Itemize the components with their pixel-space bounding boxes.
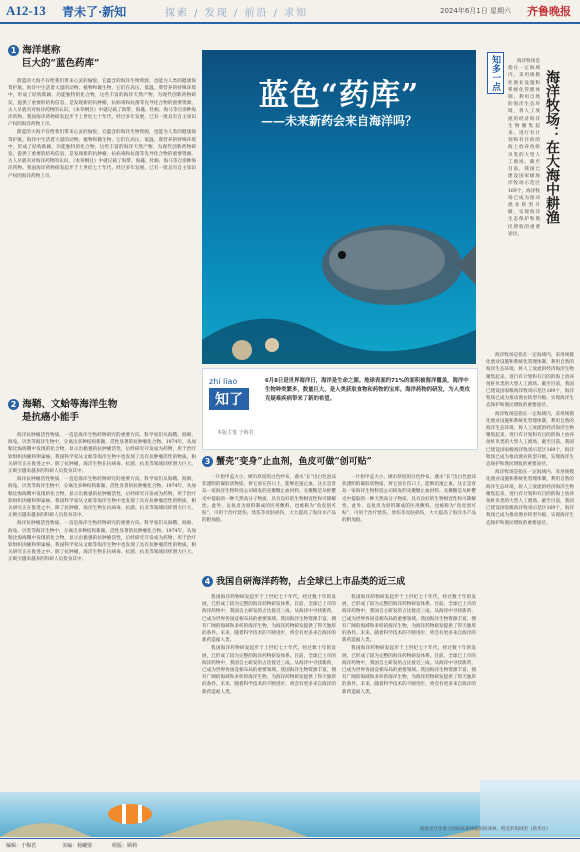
- section3-title: 蟹壳“变身”止血剂，鱼皮可做“创可贴”: [216, 457, 372, 467]
- section2-paragraph-cont2: 海洋抗肿瘤活性物质，一直是海洋生物药物研究的重要方向。科学家们从海鞘、海绵、海兔、贝类等海洋生物中，分离出多种结构新颖、活性显著的抗肿瘤化合物。1974年，从加勒比海海鞘中发现的化合物，显示出极强的抗肿瘤活性，后经研究开发成为药物，用于治疗软组织肉瘤和卵巢癌。我国科学家从文蛤等海洋生物中也发现了具有抗肿瘤活性的物质，相关研究正在推进之中。除了抗肿瘤，海洋生物在抗病毒、抗菌、抗炎等领域同样潜力巨大，正吸引越来越多的科研人员投身其中。: [8, 521, 196, 563]
- section3-paragraph-left: 一片指甲盖大小、硬币厚度的白色纱布，遇水“长”出白色泡沫状透明的凝胶状物质，将它放在伤口上，能够迅速止血。这正是青岛一家海洋生物科技公司研发的壳聚糖止血材料。壳聚糖是从虾蟹壳中提取的一种天然高分子物质，具有良好的生物相容性和可降解性。此外，以鱼皮为原料制成的医用敷料，也被称为“鱼皮创可贴”，可用于治疗烧伤、烫伤等皮肤损伤，大大提高了海洋水产品的附加值。: [202, 475, 336, 524]
- zhiliao-box: [202, 368, 478, 450]
- sidebar-paragraph-2: 海洋牧场是指在一定海域内，采用规模化渔业设施和系统化管理体制，利用自然的海洋生态环境，将人工放流的经济海洋生物聚集起来，进行有计划和有目的的海上放养鱼虾贝类的大型人工渔场。截至目前，我国已建设国家级海洋牧场示范区169个，海洋牧场已成为推动渔业转型升级、实现海洋生态保护和渔民增收的重要途径。: [486, 353, 574, 409]
- section4-paragraph-right-cont: 我国海洋药物研发起步于上世纪七十年代，经过数十年的发展，已形成了较为完整的海洋药物研发体系。目前，全球已上市的海洋药物中，我国自主研发的占比接近三成。从海洋中寻找新药，已成为世界各国竞相布局的重要领域。我国海洋生物资源丰富，拥有广阔的海域和多样的海洋生物，为海洋药物研发提供了得天独厚的条件。未来，随着科学技术的不断进步，将会有更多来自海洋的新药造福人类。: [342, 646, 476, 695]
- section3-body-left: [202, 474, 336, 570]
- page-footer: [0, 838, 580, 852]
- section4-heading: [202, 576, 405, 589]
- footer-design: 美编：杨曦璧: [62, 843, 93, 849]
- photo-caption: 海底里还住着大的海底森林般的海葵林，附近的海域里（新华社）: [420, 827, 551, 832]
- section4-body-right: [342, 594, 476, 790]
- newspaper-logo: 齐鲁晚报: [527, 5, 571, 18]
- section3-heading: [202, 456, 372, 469]
- coral-reef-photo: [0, 792, 480, 837]
- section2-paragraph-cont: 海洋抗肿瘤活性物质，一直是海洋生物药物研究的重要方向。科学家们从海鞘、海绵、海兔、贝类等海洋生物中，分离出多种结构新颖、活性显著的抗肿瘤化合物。1974年，从加勒比海海鞘中发现的化合物，显示出极强的抗肿瘤活性，后经研究开发成为药物，用于治疗软组织肉瘤和卵巢癌。我国科学家从文蛤等海洋生物中也发现了具有抗肿瘤活性的物质，相关研究正在推进之中。除了抗肿瘤，海洋生物在抗病毒、抗菌、抗炎等领域同样潜力巨大，正吸引越来越多的科研人员投身其中。: [8, 477, 196, 519]
- section2-paragraph: 海洋抗肿瘤活性物质，一直是海洋生物药物研究的重要方向。科学家们从海鞘、海绵、海兔、贝类等海洋生物中，分离出多种结构新颖、活性显著的抗肿瘤化合物。1974年，从加勒比海海鞘中发现的化合物，显示出极强的抗肿瘤活性，后经研究开发成为药物，用于治疗软组织肉瘤和卵巢癌。我国科学家从文蛤等海洋生物中也发现了具有抗肿瘤活性的物质，相关研究正在推进之中。除了抗肿瘤，海洋生物在抗病毒、抗菌、抗炎等领域同样潜力巨大，正吸引越来越多的科研人员投身其中。: [8, 433, 196, 475]
- sidebar-tag: 知多一点: [487, 52, 504, 94]
- section1-paragraph-cont: 蔚蓝的大海不仅给我们带来心灵的愉悦，它蕴含的海洋生物资源，也能为人类的健康保驾护航。海洋中生活着大量的动物、植物和微生物，它们在高压、低温、寡营养的特殊环境中，形成了结构新颖、功能独特的化合物，这些丰富的海洋天然产物，为现代创新药物研发，提供了重要的结构信息，是发现新的抗肿瘤、抗病毒和抗菌等先导化合物的重要资源。古人早就有对海洋药物的认识，《本草纲目》中就记载了海带、海藻、牡蛎、海马等百余种海洋药物。我国海洋药物研发起步于上世纪七十年代，经过多年发展，已有一批具有自主知识产权的海洋药物上市。: [8, 130, 196, 179]
- section1-body: [8, 78, 196, 378]
- sidebar-body: [486, 352, 574, 772]
- section1-number: 1: [8, 45, 19, 56]
- section2-body: [8, 432, 196, 788]
- section4-title: 我国自研海洋药物，占全球已上市品类的近三成: [216, 577, 406, 587]
- section-name: 青未了·新知: [62, 5, 127, 19]
- section2-number: 2: [8, 399, 19, 410]
- zhiliao-text: 6月8日是世界海洋日，海洋是生命之源。地球表面约71%的面积被海洋覆盖，海洋中生物种类繁多，数量巨大，是人类获取食物和药物的宝库。海洋药物的研发，为人类攻克疑难疾病带来了新的希望。: [265, 378, 470, 402]
- section3-number: 3: [202, 456, 213, 467]
- section1-title-line2: 巨大的“蓝色药库”: [22, 58, 100, 69]
- zhiliao-badge: [209, 377, 259, 417]
- section1-title-line1: 海洋堪称: [22, 45, 61, 56]
- section2-heading: [8, 398, 117, 424]
- section1-heading: [8, 44, 99, 70]
- issue-date: 2024年6月1日 星期六: [440, 7, 511, 15]
- photo-title: 蓝色“药库”: [258, 78, 420, 113]
- sidebar-title: 海洋牧场：在大海中耕渔: [544, 70, 560, 224]
- page-number: A12-13: [6, 3, 46, 18]
- zhiliao-pinyin: zhi liao: [209, 377, 238, 386]
- zhiliao-byline: 本版主笔 于梅君: [217, 430, 254, 436]
- section4-paragraph-right: 我国海洋药物研发起步于上世纪七十年代，经过数十年的发展，已形成了较为完整的海洋药物研发体系。目前，全球已上市的海洋药物中，我国自主研发的占比接近三成。从海洋中寻找新药，已成为世界各国竞相布局的重要领域。我国海洋生物资源丰富，拥有广阔的海域和多样的海洋生物，为海洋药物研发提供了得天独厚的条件。未来，随着科学技术的不断进步，将会有更多来自海洋的新药造福人类。: [342, 595, 476, 644]
- section4-body-left: [202, 594, 336, 790]
- section4-paragraph-left: 我国海洋药物研发起步于上世纪七十年代，经过数十年的发展，已形成了较为完整的海洋药物研发体系。目前，全球已上市的海洋药物中，我国自主研发的占比接近三成。从海洋中寻找新药，已成为世界各国竞相布局的重要领域。我国海洋生物资源丰富，拥有广阔的海域和多样的海洋生物，为海洋药物研发提供了得天独厚的条件。未来，随着科学技术的不断进步，将会有更多来自海洋的新药造福人类。: [202, 595, 336, 644]
- sidebar-body-narrow: [508, 58, 540, 350]
- sidebar-paragraph-1: 海洋牧场是指在一定海域内，采用规模化渔业设施和系统化管理体制，利用自然的海洋生态环境，将人工放流的经济海洋生物聚集起来，进行有计划和有目的的海上放养鱼虾贝类的大型人工渔场。截至目前，我国已建设国家级海洋牧场示范区169个，海洋牧场已成为推动渔业转型升级、实现海洋生态保护和渔民增收的重要途径。: [508, 59, 540, 237]
- clownfish-illustration: [0, 792, 480, 837]
- photo-subtitle: ——未来新药会来自海洋吗？: [260, 114, 417, 128]
- section3-body-right: [342, 474, 476, 570]
- section2-title-line2: 是抗癌小能手: [22, 412, 80, 423]
- section4-paragraph-left-cont: 我国海洋药物研发起步于上世纪七十年代，经过数十年的发展，已形成了较为完整的海洋药物研发体系。目前，全球已上市的海洋药物中，我国自主研发的占比接近三成。从海洋中寻找新药，已成为世界各国竞相布局的重要领域。我国海洋生物资源丰富，拥有广阔的海域和多样的海洋生物，为海洋药物研发提供了得天独厚的条件。未来，随着科学技术的不断进步，将会有更多来自海洋的新药造福人类。: [202, 646, 336, 695]
- section-tags: 探索 / 发现 / 前沿 / 求知: [165, 8, 309, 19]
- hero-photo: [202, 50, 476, 364]
- section2-title-line1: 海鞘、文蛤等海洋生物: [22, 399, 118, 410]
- section3-paragraph-right: 一片指甲盖大小、硬币厚度的白色纱布，遇水“长”出白色泡沫状透明的凝胶状物质，将它放在伤口上，能够迅速止血。这正是青岛一家海洋生物科技公司研发的壳聚糖止血材料。壳聚糖是从虾蟹壳中提取的一种天然高分子物质，具有良好的生物相容性和可降解性。此外，以鱼皮为原料制成的医用敷料，也被称为“鱼皮创可贴”，可用于治疗烧伤、烫伤等皮肤损伤，大大提高了海洋水产品的附加值。: [342, 475, 476, 524]
- page-header: [0, 0, 580, 24]
- zhiliao-label: 知了: [209, 388, 249, 410]
- section4-number: 4: [202, 576, 213, 587]
- footer-proof: 组版：顾莉: [112, 843, 138, 849]
- footer-editor: 编辑：于梅君: [6, 843, 37, 849]
- sidebar-paragraph-3: 海洋牧场是指在一定海域内，采用规模化渔业设施和系统化管理体制，利用自然的海洋生态环境，将人工放流的经济海洋生物聚集起来，进行有计划和有目的的海上放养鱼虾贝类的大型人工渔场。截至目前，我国已建设国家级海洋牧场示范区169个，海洋牧场已成为推动渔业转型升级、实现海洋生态保护和渔民增收的重要途径。: [486, 411, 574, 468]
- section1-paragraph: 蔚蓝的大海不仅给我们带来心灵的愉悦，它蕴含的海洋生物资源，也能为人类的健康保驾护航。海洋中生活着大量的动物、植物和微生物，它们在高压、低温、寡营养的特殊环境中，形成了结构新颖、功能独特的化合物，这些丰富的海洋天然产物，为现代创新药物研发，提供了重要的结构信息，是发现新的抗肿瘤、抗病毒和抗菌等先导化合物的重要资源。古人早就有对海洋药物的认识，《本草纲目》中就记载了海带、海藻、牡蛎、海马等百余种海洋药物。我国海洋药物研发起步于上世纪七十年代，经过多年发展，已有一批具有自主知识产权的海洋药物上市。: [8, 79, 196, 128]
- sidebar-paragraph-4: 海洋牧场是指在一定海域内，采用规模化渔业设施和系统化管理体制，利用自然的海洋生态环境，将人工放流的经济海洋生物聚集起来，进行有计划和有目的的海上放养鱼虾贝类的大型人工渔场。截至目前，我国已建设国家级海洋牧场示范区169个，海洋牧场已成为推动渔业转型升级、实现海洋生态保护和渔民增收的重要途径。: [486, 470, 574, 526]
